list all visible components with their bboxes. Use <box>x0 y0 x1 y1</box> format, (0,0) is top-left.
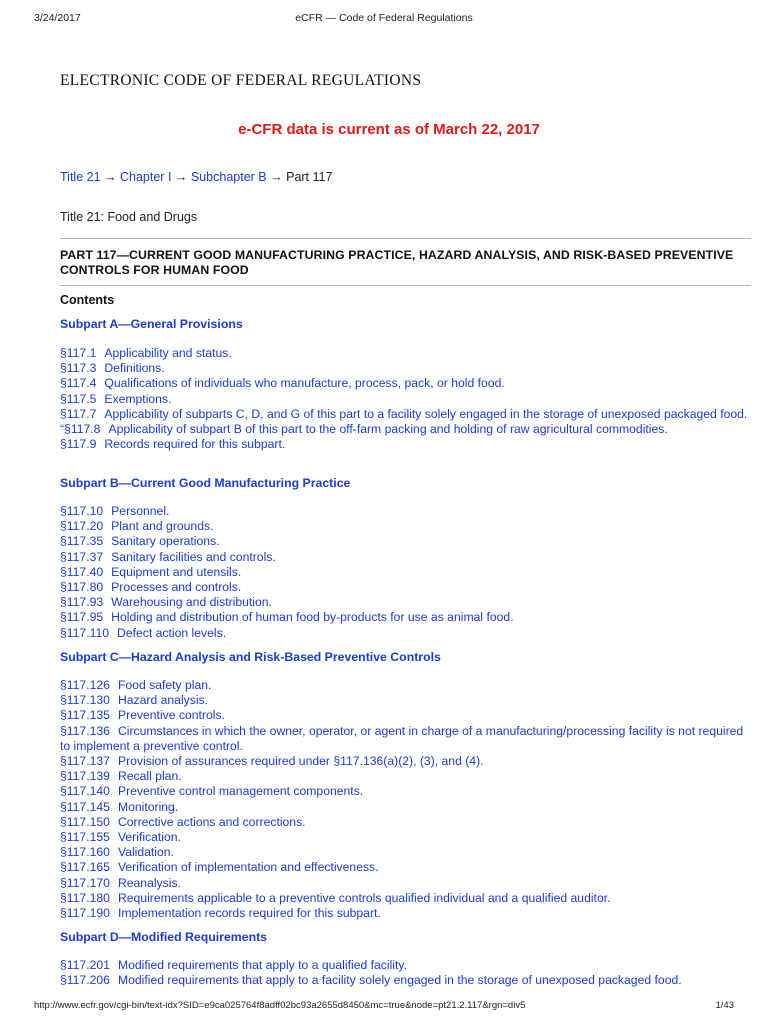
section-link[interactable]: §117.201 Modified requirements that apply to a qualified facility. <box>60 958 407 972</box>
subpart-d-section-list <box>60 958 751 988</box>
subpart-a-link[interactable]: Subpart A—General Provisions <box>60 317 243 331</box>
section-link[interactable]: §117.139 Recall plan. <box>60 769 182 784</box>
print-date: 3/24/2017 <box>34 12 81 24</box>
section-link[interactable]: §117.145 Monitoring. <box>60 799 179 814</box>
breadcrumb-current-part: Part 117 <box>286 170 333 184</box>
breadcrumb-title-link[interactable]: Title 21 <box>60 170 101 184</box>
section-link[interactable]: §117.1 Applicability and status. <box>60 346 232 360</box>
section-link[interactable]: §117.126 Food safety plan. <box>60 678 212 692</box>
section-link[interactable]: §117.10 Personnel. <box>60 504 170 518</box>
site-heading: ELECTRONIC CODE OF FEDERAL REGULATIONS <box>60 72 422 89</box>
print-url: http://www.ecfr.gov/cgi-bin/text-idx?SID=e9ca025764f8adff02bc93a2655d8450&mc=true&node=pt21.2.117&rgn=div5 <box>34 1000 526 1011</box>
print-footer <box>34 1000 734 1014</box>
print-header <box>34 12 734 26</box>
contents-label: Contents <box>60 293 115 307</box>
breadcrumb-arrow: → <box>104 170 117 184</box>
breadcrumb-arrow: → <box>270 170 283 184</box>
section-link[interactable]: §117.140 Preventive control management components. <box>60 784 364 799</box>
subpart-c-section-list <box>60 678 751 921</box>
section-link[interactable]: §117.5 Exemptions. <box>60 391 172 406</box>
section-link[interactable]: §117.137 Provision of assurances required under §117.136(a)(2), (3), and (4). <box>60 754 484 769</box>
print-document-title: eCFR — Code of Federal Regulations <box>295 12 473 24</box>
page-number: 1/43 <box>715 1000 734 1011</box>
breadcrumb-chapter-link[interactable]: Chapter I <box>120 170 172 184</box>
section-link[interactable]: §117.95 Holding and distribution of human food by-products for use as animal food. <box>60 610 514 625</box>
section-link[interactable]: §117.40 Equipment and utensils. <box>60 564 242 579</box>
section-link[interactable]: §117.160 Validation. <box>60 845 174 860</box>
currency-notice: e-CFR data is current as of March 22, 2017 <box>238 121 540 138</box>
breadcrumb <box>60 170 332 184</box>
section-link[interactable]: §117.136 Circumstances in which the owner, operator, or agent in charge of a manufacturing/processing facility is not required to implement a preventive control. <box>60 723 744 753</box>
section-link[interactable]: §117.180 Requirements applicable to a preventive controls qualified individual and a qualified auditor. <box>60 890 611 905</box>
title-line: Title 21: Food and Drugs <box>60 210 198 224</box>
section-link[interactable]: §117.110 Defect action levels. <box>60 625 227 640</box>
subpart-c-link[interactable]: Subpart C—Hazard Analysis and Risk-Based Preventive Controls <box>60 650 441 664</box>
section-link[interactable]: §117.135 Preventive controls. <box>60 708 225 723</box>
section-link[interactable]: §117.206 Modified requirements that apply to a facility solely engaged in the storage of unexposed packaged food. <box>60 973 682 988</box>
section-link[interactable]: §117.155 Verification. <box>60 830 181 845</box>
section-link[interactable]: §117.150 Corrective actions and corrections. <box>60 814 306 829</box>
divider <box>60 238 751 239</box>
section-link[interactable]: §117.35 Sanitary operations. <box>60 534 220 549</box>
part-heading: PART 117—CURRENT GOOD MANUFACTURING PRACTICE, HAZARD ANALYSIS, AND RISK-BASED PREVENTIVE CONTROLS FOR HUMAN FOOD <box>60 248 734 277</box>
section-link[interactable]: §117.9 Records required for this subpart. <box>60 437 286 452</box>
section-link[interactable]: §117.3 Definitions. <box>60 361 165 376</box>
section-link[interactable]: §117.4 Qualifications of individuals who manufacture, process, pack, or hold food. <box>60 376 505 391</box>
section-link[interactable]: §117.190 Implementation records required for this subpart. <box>60 906 381 921</box>
subpart-b-link[interactable]: Subpart B—Current Good Manufacturing Practice <box>60 476 351 490</box>
section-link[interactable]: §117.37 Sanitary facilities and controls. <box>60 549 276 564</box>
section-link[interactable]: §117.165 Verification of implementation and effectiveness. <box>60 860 379 875</box>
section-link[interactable]: §117.130 Hazard analysis. <box>60 693 209 708</box>
breadcrumb-arrow: → <box>174 170 188 184</box>
section-link[interactable]: §117.7 Applicability of subparts C, D, and G of this part to a facility solely engaged in the storage of unexposed packaged food. <box>60 406 748 421</box>
section-link[interactable]: §117.80 Processes and controls. <box>60 580 242 595</box>
divider <box>60 285 751 286</box>
section-link[interactable]: “§117.8 Applicability of subpart B of this part to the off-farm packing and holding of raw agricultural commodities. <box>60 422 668 437</box>
breadcrumb-subchapter-link[interactable]: Subchapter B <box>190 170 267 184</box>
section-link[interactable]: §117.93 Warehousing and distribution. <box>60 595 272 610</box>
section-link[interactable]: §117.20 Plant and grounds. <box>60 519 214 534</box>
subpart-a-section-list <box>60 346 751 452</box>
section-link[interactable]: §117.170 Reanalysis. <box>60 875 181 890</box>
subpart-b-section-list <box>60 504 751 641</box>
subpart-d-link[interactable]: Subpart D—Modified Requirements <box>60 930 268 944</box>
